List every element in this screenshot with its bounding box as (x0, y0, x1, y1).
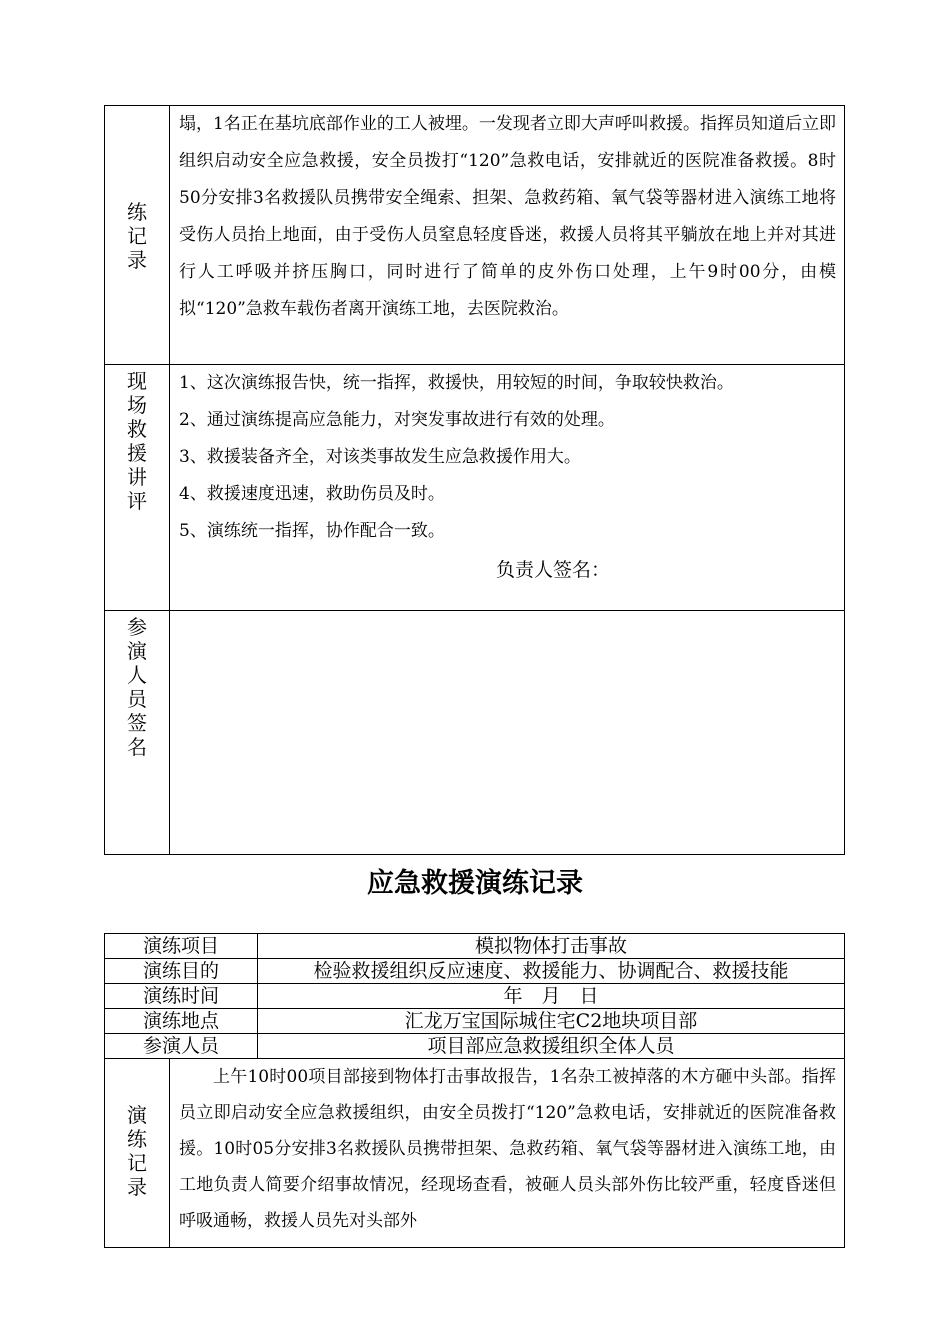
review-row (105, 365, 845, 611)
record-row (105, 106, 845, 365)
record-text: 塌，1名正在基坑底部作业的工人被埋。一发现者立即大声呼叫救援。指挥员知道后立即组织启动安全应急救援，安全员拨打“120”急救电话，安排就近的医院准备救援。8时50分安排3名救援队员携带安全绳索、担架、急救药箱、氧气袋等器材进入演练工地将受伤人员抬上地面，由于受伤人员窒息轻度昏迷，救援人员将其平躺放在地上并对其进行人工呼吸并挤压胸口，同时进行了简单的皮外伤口处理，上午9时00分，由模拟“120”急救车载伤者离开演练工地，去医院救治。 (179, 114, 836, 319)
record-content (170, 1059, 845, 1247)
record-content (170, 106, 845, 365)
row-value: 项目部应急救援组织全体人员 (258, 1034, 845, 1059)
table-row (105, 959, 845, 984)
row-key: 演练时间 (105, 984, 258, 1009)
participants-row (105, 611, 845, 855)
row-key: 演练地点 (105, 1009, 258, 1034)
table-row (105, 984, 845, 1009)
record-label: 演 练 记 录 (105, 1059, 170, 1247)
record-text: 上午10时00项目部接到物体打击事故报告，1名杂工被掉落的木方砸中头部。指挥员立即启动安全应急救援组织，由安全员拨打“120”急救电话，安排就近的医院准备救援。10时05分安排3名救援队员携带担架、急救药箱、氧气袋等器材进入演练工地，由工地负责人简要介绍事故情况，经现场查看，被砸人员头部外伤比较严重，轻度昏迷但呼吸通畅，救援人员先对头部外 (179, 1067, 836, 1231)
signature-label: 负责人签名： (496, 559, 611, 581)
row-key: 演练目的 (105, 959, 258, 984)
row-value: 模拟物体打击事故 (258, 934, 845, 959)
page-title: 应急救援演练记录 (367, 868, 583, 899)
review-item: 2、通过演练提高应急能力，对突发事故进行有效的处理。 (179, 410, 615, 430)
review-item: 3、救援装备齐全，对该类事故发生应急救援作用大。 (179, 447, 581, 467)
row-key: 演练项目 (105, 934, 258, 959)
review-item: 4、救援速度迅速，救助伤员及时。 (179, 484, 445, 504)
review-item: 5、演练统一指挥，协作配合一致。 (179, 521, 445, 541)
review-content (170, 365, 845, 611)
table-row (105, 934, 845, 959)
review-item: 1、这次演练报告快，统一指挥，救援快，用较短的时间，争取较快救治。 (179, 373, 734, 393)
row-value: 检验救援组织反应速度、救援能力、协调配合、救援技能 (258, 959, 845, 984)
participants-signature-area (170, 611, 845, 855)
drill-record-table-continued (104, 105, 845, 855)
row-value: 年 月 日 (258, 984, 845, 1009)
row-key: 参演人员 (105, 1034, 258, 1059)
table-row (105, 1009, 845, 1034)
review-label: 现 场 救 援 讲 评 (105, 365, 170, 611)
drill-record-table (104, 933, 845, 1248)
record-label: 练 记 录 (105, 106, 170, 365)
record-row (105, 1059, 845, 1248)
table-row (105, 1034, 845, 1059)
row-value: 汇龙万宝国际城住宅C2地块项目部 (258, 1009, 845, 1034)
participants-label: 参 演 人 员 签 名 (105, 611, 170, 855)
